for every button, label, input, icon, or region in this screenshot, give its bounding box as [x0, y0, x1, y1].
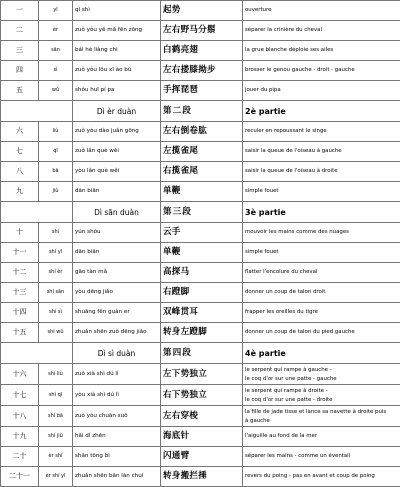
- movement-pinyin: yòu lǎn què wěi: [73, 162, 161, 182]
- number-pinyin: shí qī: [39, 385, 73, 406]
- movement-pinyin: shuāng fēn guàn er: [73, 303, 161, 323]
- movement-pinyin: zuǒ yòu dào juǎn gōng: [73, 122, 161, 142]
- number-pinyin: shí wǔ: [39, 323, 73, 343]
- movement-row: [1, 1, 400, 21]
- movement-french: donner un coup de talon du pied gauche: [243, 323, 400, 343]
- movement-row: [1, 427, 400, 447]
- number-pinyin: shí: [39, 223, 73, 243]
- section-spacer: [1, 343, 73, 364]
- number-pinyin: sān: [39, 41, 73, 61]
- movement-pinyin: dān biān: [73, 243, 161, 263]
- french-line-1: la fille de jade tisse et lance sa navette à droite puis: [245, 407, 398, 416]
- movement-number: 十四: [1, 303, 39, 323]
- movement-hanzi: 手挥琵琶: [161, 81, 243, 101]
- movement-number: 六: [1, 122, 39, 142]
- movement-row: [1, 385, 400, 406]
- movement-french: mouvoir les mains comme des nuages: [243, 223, 400, 243]
- movement-pinyin: shǎn tōng bì: [73, 447, 161, 467]
- number-pinyin: shí jiǔ: [39, 427, 73, 447]
- movement-french: ouverture: [243, 1, 400, 21]
- movement-french: brosser le genou gauche - droit - gauche: [243, 61, 400, 81]
- movement-number: 三: [1, 41, 39, 61]
- movement-hanzi: 高探马: [161, 263, 243, 283]
- section-header-row: [1, 202, 400, 223]
- number-pinyin: yǐ: [39, 1, 73, 21]
- section-header-row: [1, 343, 400, 364]
- movement-row: [1, 142, 400, 162]
- section-french: 2è partie: [243, 101, 400, 122]
- number-pinyin: shí bā: [39, 406, 73, 427]
- movement-french: saisir la queue de l'oiseau à droite: [243, 162, 400, 182]
- movement-row: [1, 162, 400, 182]
- movement-number: 七: [1, 142, 39, 162]
- movement-number: 十九: [1, 427, 39, 447]
- movement-hanzi: 左右倒卷肱: [161, 122, 243, 142]
- movement-number: 十二: [1, 263, 39, 283]
- movement-hanzi: 双峰贯耳: [161, 303, 243, 323]
- movement-pinyin: zuǒ yòu chuān suō: [73, 406, 161, 427]
- movement-pinyin: zuǒ xià shì dú lì: [73, 364, 161, 385]
- movement-row: [1, 243, 400, 263]
- movement-french: frapper les oreilles du tigre: [243, 303, 400, 323]
- section-header-row: [1, 101, 400, 122]
- movement-hanzi: 左右搂膝拗步: [161, 61, 243, 81]
- movement-hanzi: 起势: [161, 1, 243, 21]
- movement-row: [1, 323, 400, 343]
- french-line-1: le serpent qui rampe à gauche -: [245, 365, 398, 374]
- movement-row: [1, 21, 400, 41]
- number-pinyin: bā: [39, 162, 73, 182]
- movement-number: 十: [1, 223, 39, 243]
- movement-number: 十八: [1, 406, 39, 427]
- movement-french: donner un coup de talon droit: [243, 283, 400, 303]
- movement-row: [1, 182, 400, 202]
- number-pinyin: shí sān: [39, 283, 73, 303]
- movement-table-body: [1, 1, 400, 487]
- movement-row: [1, 303, 400, 323]
- movement-hanzi: 左揽雀尾: [161, 142, 243, 162]
- french-line-1: le serpent qui rampe à droite -: [245, 386, 398, 395]
- movement-french: l'aiguille au fond de la mer: [243, 427, 400, 447]
- movement-pinyin: shǒu huī pí pa: [73, 81, 161, 101]
- french-line-2: à gauche: [245, 416, 398, 425]
- movement-pinyin: zuǒ yòu lōu xī ào bù: [73, 61, 161, 81]
- movement-french: saisir la queue de l'oiseau à gauche: [243, 142, 400, 162]
- movement-hanzi: 闪通臂: [161, 447, 243, 467]
- movement-pinyin: zhuǎn shēn bān lán chuí: [73, 467, 161, 487]
- movement-row: [1, 81, 400, 101]
- number-pinyin: liù: [39, 122, 73, 142]
- number-pinyin: èr: [39, 21, 73, 41]
- movement-hanzi: 白鹤亮翅: [161, 41, 243, 61]
- movement-hanzi: 转身搬拦捶: [161, 467, 243, 487]
- movement-french: [243, 364, 400, 385]
- movement-number: 四: [1, 61, 39, 81]
- movement-french: flatter l'encolure du cheval: [243, 263, 400, 283]
- movement-row: [1, 223, 400, 243]
- movement-row: [1, 61, 400, 81]
- movement-number: 一: [1, 1, 39, 21]
- section-french: 4è partie: [243, 343, 400, 364]
- movement-row: [1, 122, 400, 142]
- movement-hanzi: 右下势独立: [161, 385, 243, 406]
- number-pinyin: wǔ: [39, 81, 73, 101]
- movement-hanzi: 云手: [161, 223, 243, 243]
- movement-hanzi: 左下势独立: [161, 364, 243, 385]
- movement-hanzi: 单鞭: [161, 182, 243, 202]
- movement-french: simple fouet: [243, 243, 400, 263]
- movement-hanzi: 右蹬脚: [161, 283, 243, 303]
- movement-row: [1, 467, 400, 487]
- movement-hanzi: 单鞭: [161, 243, 243, 263]
- movement-row: [1, 283, 400, 303]
- section-hanzi: 第二段: [161, 101, 243, 122]
- movement-number: 八: [1, 162, 39, 182]
- movement-pinyin: hǎi dǐ zhēn: [73, 427, 161, 447]
- movement-pinyin: yún shǒu: [73, 223, 161, 243]
- section-pinyin: Dì èr duàn: [73, 101, 161, 122]
- section-pinyin: Dì sān duàn: [73, 202, 161, 223]
- movement-pinyin: zuǒ yòu yě mǎ fēn zōng: [73, 21, 161, 41]
- french-line-2: le coq d'or sur une patte - droite: [245, 395, 398, 404]
- movement-row: [1, 41, 400, 61]
- movement-hanzi: 左右野马分鬃: [161, 21, 243, 41]
- movement-pinyin: yòu dēng jiǎo: [73, 283, 161, 303]
- movement-hanzi: 右揽雀尾: [161, 162, 243, 182]
- section-french: 3è partie: [243, 202, 400, 223]
- movement-french: la grue blanche déploie ses ailes: [243, 41, 400, 61]
- movement-french: séparer les mains - comme un éventail: [243, 447, 400, 467]
- movement-number: 二十一: [1, 467, 39, 487]
- movement-pinyin: dān biān: [73, 182, 161, 202]
- movement-pinyin: qǐ shì: [73, 1, 161, 21]
- movement-hanzi: 左右穿梭: [161, 406, 243, 427]
- movement-french: simple fouet: [243, 182, 400, 202]
- number-pinyin: èr shí yī: [39, 467, 73, 487]
- section-hanzi: 第三段: [161, 202, 243, 223]
- movement-number: 二: [1, 21, 39, 41]
- movement-number: 十五: [1, 323, 39, 343]
- movement-number: 十三: [1, 283, 39, 303]
- movement-french: [243, 406, 400, 427]
- movement-number: 十一: [1, 243, 39, 263]
- movement-pinyin: zhuǎn shēn zuǒ dēng jiǎo: [73, 323, 161, 343]
- number-pinyin: qī: [39, 142, 73, 162]
- number-pinyin: èr shí: [39, 447, 73, 467]
- number-pinyin: shí èr: [39, 263, 73, 283]
- movement-number: 九: [1, 182, 39, 202]
- movement-french: séparer la crinière du cheval: [243, 21, 400, 41]
- movement-french: reculer en repoussant le singe: [243, 122, 400, 142]
- section-spacer: [1, 202, 73, 223]
- movement-row: [1, 447, 400, 467]
- movement-hanzi: 转身左蹬脚: [161, 323, 243, 343]
- movement-french: [243, 385, 400, 406]
- movement-number: 五: [1, 81, 39, 101]
- french-line-2: le coq d'or sur une patte - gauche: [245, 374, 398, 383]
- movement-hanzi: 海底针: [161, 427, 243, 447]
- movement-french: jouer du pipa: [243, 81, 400, 101]
- movement-pinyin: gāo tàn mǎ: [73, 263, 161, 283]
- movement-row: [1, 406, 400, 427]
- movement-number: 十七: [1, 385, 39, 406]
- movement-row: [1, 263, 400, 283]
- number-pinyin: shí yī: [39, 243, 73, 263]
- movement-pinyin: zuǒ lǎn què wěi: [73, 142, 161, 162]
- movement-row: [1, 364, 400, 385]
- number-pinyin: jiǔ: [39, 182, 73, 202]
- movement-french: revers du poing - pas en avant et coup de poing: [243, 467, 400, 487]
- number-pinyin: shí liù: [39, 364, 73, 385]
- number-pinyin: sì: [39, 61, 73, 81]
- movement-number: 二十: [1, 447, 39, 467]
- movement-number: 十六: [1, 364, 39, 385]
- movement-pinyin: bái hè liàng chì: [73, 41, 161, 61]
- section-pinyin: Dì sì duàn: [73, 343, 161, 364]
- section-hanzi: 第四段: [161, 343, 243, 364]
- section-spacer: [1, 101, 73, 122]
- number-pinyin: shí sì: [39, 303, 73, 323]
- movement-pinyin: yòu xià shì dú lì: [73, 385, 161, 406]
